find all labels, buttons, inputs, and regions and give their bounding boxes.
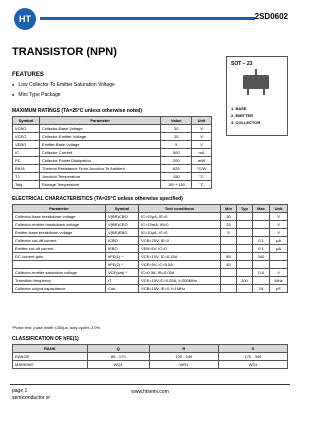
table-row (13, 353, 288, 361)
table-cell: 30 (161, 125, 192, 133)
column-header: S (218, 345, 287, 353)
table-cell: pF (270, 285, 288, 293)
table-cell: 0.1 (252, 245, 269, 253)
table-cell: 120 - 240 (149, 353, 218, 361)
table-cell: 30 (220, 213, 236, 221)
footer-company: semiconductor sr (12, 395, 51, 401)
table-cell: 200 (161, 157, 192, 165)
table-cell (236, 237, 252, 245)
table-cell: WS1 (218, 361, 287, 369)
elec-table (12, 204, 288, 293)
table-cell: V (270, 221, 288, 229)
table-cell: VCE=10V,IC=0.05A, f=200MHz (139, 277, 221, 285)
table-cell (236, 245, 252, 253)
table-cell: 340 (252, 253, 269, 261)
table-cell: VEBO (13, 141, 40, 149)
table-cell: Collector Power Dissipation (39, 157, 161, 165)
table-row (13, 125, 212, 133)
table-cell: 85 (220, 253, 236, 261)
table-cell: 5 (161, 141, 192, 149)
table-cell: mA (192, 149, 212, 157)
table-cell: Cob (106, 285, 139, 293)
table-cell: fT (106, 277, 139, 285)
max-ratings-heading: MAXIMUM RATINGS (TA=25°C unless otherwise noted) (12, 108, 143, 114)
table-cell: MHz (270, 277, 288, 285)
table-cell: °C/W (192, 165, 212, 173)
part-number: 2SD0602 (254, 12, 288, 21)
column-header: Symbol (106, 205, 139, 213)
table-cell: IC (13, 149, 40, 157)
table-cell (270, 261, 288, 269)
classification-heading: CLASSIFICATION OF hFE(1) (12, 336, 79, 342)
table-row (13, 149, 212, 157)
elec-heading: ELECTRICAL CHARACTERISTICS (TA=25°C unless otherwise specified) (12, 196, 183, 202)
table-cell (236, 213, 252, 221)
column-header: Typ (236, 205, 252, 213)
table-cell: Collector-emitter breakdown voltage (13, 221, 106, 229)
table-cell: V(BR)EBO (106, 229, 139, 237)
table-cell: °C (192, 181, 212, 189)
table-row (13, 229, 288, 237)
table-cell: 170 - 340 (218, 353, 287, 361)
max-ratings-table (12, 116, 212, 189)
table-cell: MARKING (13, 361, 88, 369)
table-cell: VCB=10V, IE=0, f=1MHz (139, 285, 221, 293)
table-cell: Tstg (13, 181, 40, 189)
table-cell: IC=10mA, IB=0 (139, 221, 221, 229)
features-heading: FEATURES (12, 72, 44, 78)
table-cell (270, 253, 288, 261)
table-cell: V (192, 125, 212, 133)
column-header: Unit (270, 205, 288, 213)
table-cell: 15 (252, 285, 269, 293)
table-cell: 25 (161, 133, 192, 141)
column-header: Min (220, 205, 236, 213)
table-cell: Emitter cut-off current (13, 245, 106, 253)
table-cell: -55~+150 (161, 181, 192, 189)
table-cell: Transition frequency (13, 277, 106, 285)
table-cell: 85 - 170 (87, 353, 149, 361)
table-cell: V (192, 141, 212, 149)
table-cell: 0.1 (252, 237, 269, 245)
table-cell: °C (192, 173, 212, 181)
column-header: Value (161, 117, 192, 125)
table-row (13, 173, 212, 181)
footer-url: www.htsemi.com (131, 389, 169, 395)
pin-lead (247, 89, 249, 95)
table-cell (220, 269, 236, 277)
table-row (13, 213, 288, 221)
table-cell: hFE(1) * (106, 253, 139, 261)
column-header: RANK (13, 345, 88, 353)
table-cell: VEB=5V, IC=0 (139, 245, 221, 253)
column-header: Unit (192, 117, 212, 125)
table-cell (252, 229, 269, 237)
table-cell: WQ1 (87, 361, 149, 369)
pin-label: 2. EMITTER (231, 113, 254, 118)
features-list (12, 80, 115, 100)
column-header: Max (252, 205, 269, 213)
table-cell (236, 285, 252, 293)
table-cell: DC current gain (13, 253, 106, 261)
table-row (13, 253, 288, 261)
table-cell: Collector Current (39, 149, 161, 157)
table-cell (236, 269, 252, 277)
table-row (13, 261, 288, 269)
table-cell: V (270, 269, 288, 277)
table-cell: Collector-base breakdown voltage (13, 213, 106, 221)
table-cell: PC (13, 157, 40, 165)
table-row (13, 285, 288, 293)
pin-lead (263, 89, 265, 95)
table-cell: IC=0.3A, IB=0.03A (139, 269, 221, 277)
table-cell: VCE=5V, IC=0.5A (139, 261, 221, 269)
table-cell: 200 (236, 277, 252, 285)
table-cell: VCEO (13, 133, 40, 141)
package-drawing (243, 75, 269, 89)
package-box (226, 56, 288, 136)
table-cell: Emitter-base breakdown voltage (13, 229, 106, 237)
table-cell: IC=10μA, IE=0 (139, 213, 221, 221)
table-cell: hFE(2) * (106, 261, 139, 269)
table-cell: VCB=20V, IE=0 (139, 237, 221, 245)
page-title: TRANSISTOR (NPN) (12, 46, 117, 58)
table-header-row (13, 205, 288, 213)
table-cell: RANGE (13, 353, 88, 361)
pulse-note: *Pulse test: pulse width ≤350μs, duty cycle≤ 2.0%. (12, 325, 102, 330)
header-bar (40, 17, 255, 20)
table-cell (236, 221, 252, 229)
table-cell (13, 261, 106, 269)
column-header: R (149, 345, 218, 353)
table-row (13, 277, 288, 285)
package-name: SOT – 23 (231, 61, 253, 67)
table-cell (236, 229, 252, 237)
table-cell (252, 221, 269, 229)
table-cell (220, 245, 236, 253)
table-cell: μA (270, 237, 288, 245)
table-cell: V (192, 133, 212, 141)
table-cell: IE=10μA, IC=0 (139, 229, 221, 237)
table-row (13, 269, 288, 277)
table-cell: V(BR)CEO (106, 221, 139, 229)
pin-label: 3. COLLECTOR (231, 120, 261, 125)
table-cell: RθJA (13, 165, 40, 173)
table-row (13, 157, 212, 165)
classification-table (12, 344, 288, 369)
table-cell: V(BR)CBO (106, 213, 139, 221)
table-cell (220, 285, 236, 293)
table-cell: ICBO (106, 237, 139, 245)
table-cell: Storage Temperature (39, 181, 161, 189)
table-cell: Collector cut-off current (13, 237, 106, 245)
pin-label: 1. BASE (231, 106, 247, 111)
table-cell: 5 (220, 229, 236, 237)
table-cell (252, 261, 269, 269)
table-row (13, 237, 288, 245)
table-row (13, 245, 288, 253)
table-header-row (13, 345, 288, 353)
table-cell (252, 277, 269, 285)
table-cell: Junction Temperature (39, 173, 161, 181)
feature-item: ● Mini Type Package (12, 90, 115, 100)
table-header-row (13, 117, 212, 125)
table-cell: IEBO (106, 245, 139, 253)
table-cell: Thermal Resistance From Junction To Ambient (39, 165, 161, 173)
table-cell (220, 237, 236, 245)
table-cell: VCE=10V, IC=0.15A (139, 253, 221, 261)
table-row (13, 181, 212, 189)
pin-lead (255, 69, 257, 75)
column-header: Symbol (13, 117, 40, 125)
table-cell: WR1 (149, 361, 218, 369)
table-cell: Collector-Emitter Voltage (39, 133, 161, 141)
table-cell: V (270, 229, 288, 237)
column-header: Parameter (13, 205, 106, 213)
table-cell (220, 277, 236, 285)
table-cell: Emitter-Base Voltage (39, 141, 161, 149)
feature-item: ● Low Collector To Emitter Saturation Voltage (12, 80, 115, 90)
table-cell: Collector output capacitance (13, 285, 106, 293)
column-header: Parameter (39, 117, 161, 125)
table-cell: 150 (161, 173, 192, 181)
table-cell (236, 253, 252, 261)
table-row (13, 361, 288, 369)
table-row (13, 221, 288, 229)
table-cell: 40 (220, 261, 236, 269)
table-cell: mW (192, 157, 212, 165)
table-row (13, 165, 212, 173)
table-row (13, 133, 212, 141)
table-cell: 625 (161, 165, 192, 173)
table-cell: 500 (161, 149, 192, 157)
table-row (13, 141, 212, 149)
table-cell: 0.6 (252, 269, 269, 277)
footer-divider (10, 384, 290, 385)
table-cell: V (270, 213, 288, 221)
table-cell: Collector-emitter saturation voltage (13, 269, 106, 277)
table-cell: 25 (220, 221, 236, 229)
company-logo: HT (14, 8, 36, 30)
page-number: page 1 (12, 388, 28, 394)
table-cell: TJ (13, 173, 40, 181)
table-cell: VCE(sat) * (106, 269, 139, 277)
column-header: Test conditions (139, 205, 221, 213)
table-cell (236, 261, 252, 269)
table-cell (252, 213, 269, 221)
pin-list (231, 105, 260, 126)
table-cell: μA (270, 245, 288, 253)
table-cell: Collector-Base Voltage (39, 125, 161, 133)
column-header: Q (87, 345, 149, 353)
table-cell: VCBO (13, 125, 40, 133)
